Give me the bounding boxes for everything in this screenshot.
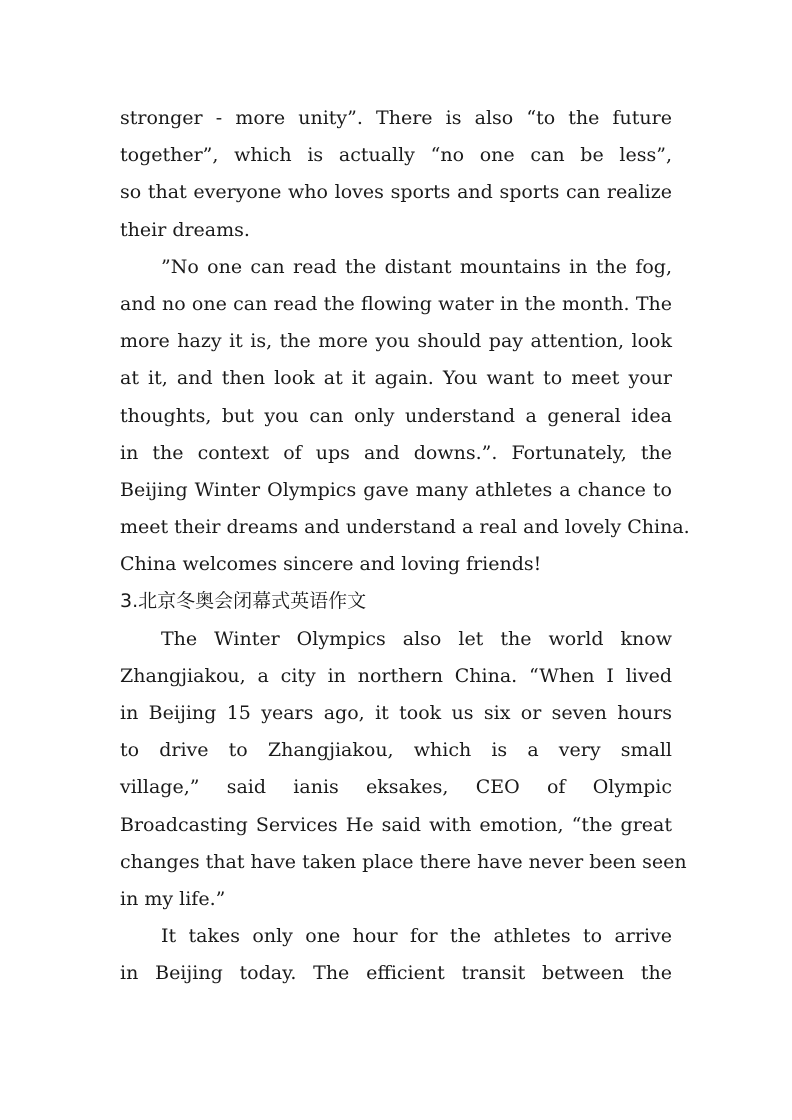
- text-line: changes that have taken place there have never been seen: [120, 850, 687, 873]
- text-line: stronger - more unity”. There is also “to the future: [120, 107, 672, 129]
- text-line: their dreams.: [120, 218, 250, 241]
- paragraph: [120, 100, 672, 249]
- text-line: thoughts, but you can only understand a general idea: [120, 404, 672, 427]
- text-line: meet their dreams and understand a real and lovely China.: [120, 516, 690, 539]
- text-line: to drive to Zhangjiakou, which is a very small: [120, 739, 672, 762]
- text-line: more hazy it is, the more you should pay attention, look: [120, 330, 672, 353]
- text-line: It takes only one hour for the athletes to arrive: [161, 925, 672, 948]
- text-line: together”, which is actually “no one can be less”,: [120, 144, 672, 167]
- text-line: at it, and then look at it again. You want to meet your: [120, 367, 672, 390]
- text-line: The Winter Olympics also let the world know: [161, 627, 672, 650]
- text-line: Broadcasting Services He said with emotion, “the great: [120, 813, 672, 836]
- text-line: ”No one can read the distant mountains in the fog,: [161, 255, 672, 278]
- text-line: village,” said ianis eksakes, CEO of Olympic: [120, 776, 672, 799]
- text-line: so that everyone who loves sports and sports can realize: [120, 181, 672, 204]
- text-line: Beijing Winter Olympics gave many athletes a chance to: [120, 478, 672, 501]
- text-line: Zhangjiakou, a city in northern China. “When I lived: [120, 664, 672, 687]
- document-page: [120, 100, 690, 993]
- text-line: in Beijing today. The efficient transit between the: [120, 962, 672, 985]
- text-line: China welcomes sincere and loving friends!: [120, 553, 542, 576]
- text-line: in Beijing 15 years ago, it took us six or seven hours: [120, 702, 672, 724]
- text-line: in my life.”: [120, 887, 226, 910]
- paragraph: [120, 918, 672, 992]
- section-heading: 3.北京冬奥会闭幕式英语作文: [120, 590, 367, 613]
- paragraph: [120, 249, 690, 584]
- paragraph: [120, 621, 687, 919]
- text-line: in the context of ups and downs.”. Fortunately, the: [120, 441, 672, 464]
- text-line: and no one can read the flowing water in the month. The: [120, 292, 672, 315]
